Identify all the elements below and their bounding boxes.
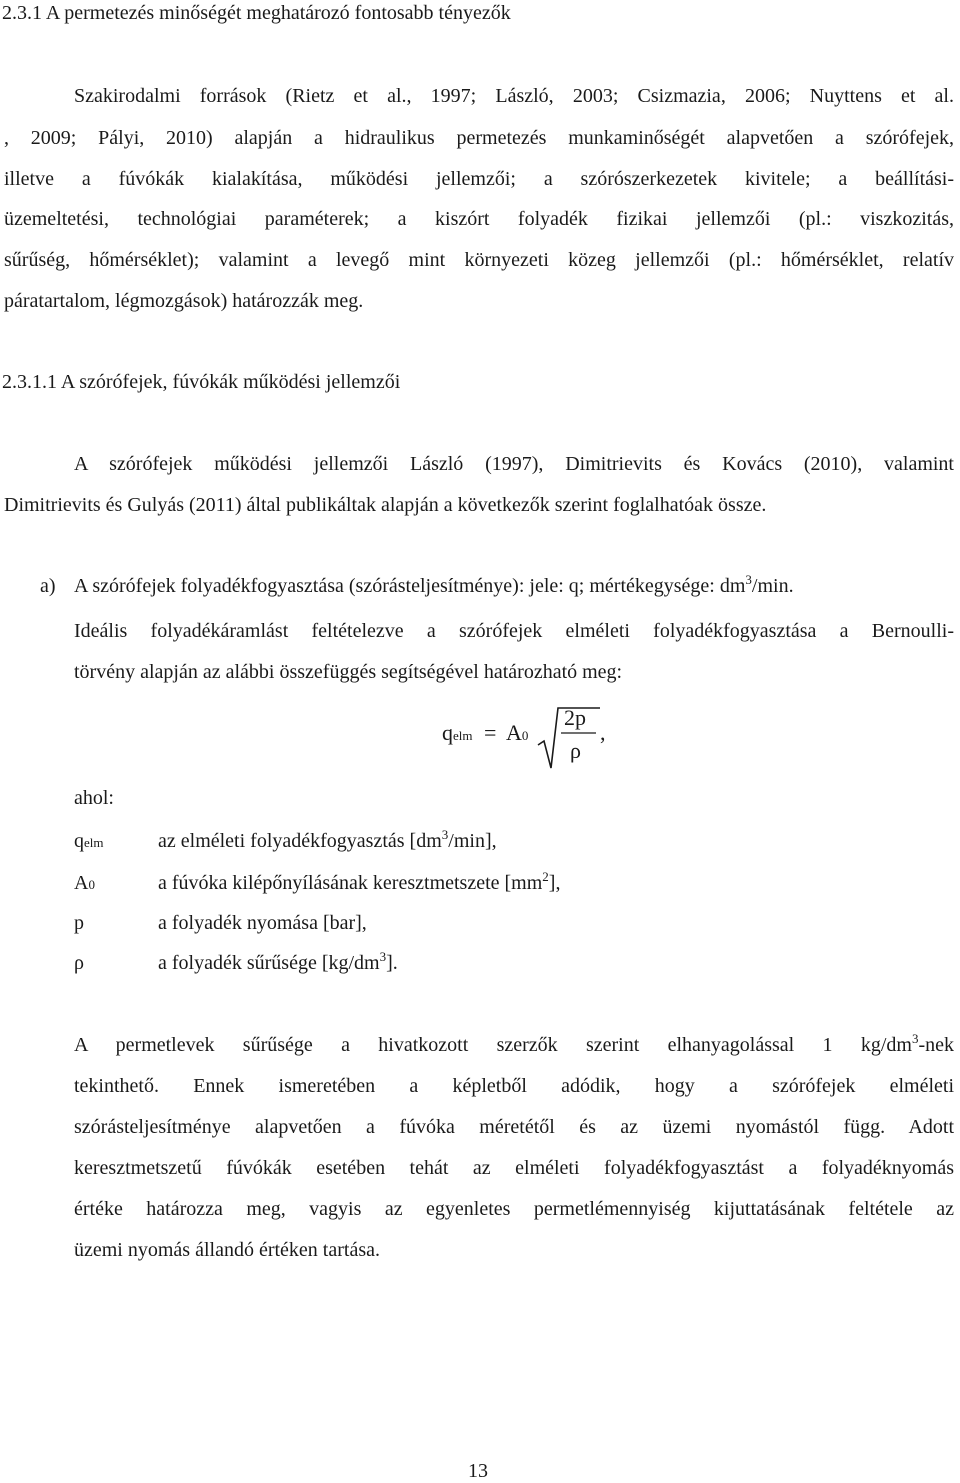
- definition-text: a fúvóka kilépőnyílásának keresztmetszete $[mm^2]$,: [158, 869, 561, 894]
- paragraph-line: üzemi nyomás állandó értéken tartása.: [74, 1239, 380, 1261]
- paragraph-line: A permetlevek sűrűsége a hivatkozott szerzők szerint elhanyagolással 1 $kg/dm^3$-nek: [74, 1031, 954, 1056]
- superscript: 3: [745, 572, 752, 587]
- bernoulli-formula: [440, 700, 620, 790]
- item-a-line-2: Ideális folyadékáramlást feltételezve a szórófejek elméleti folyadékfogyasztása a Bernoulli-: [74, 620, 954, 642]
- formula-lhs: qelm: [442, 720, 473, 745]
- definition-symbol: p: [74, 912, 84, 934]
- paragraph-line: szórásteljesítménye alapvetően a fúvóka méretétől és az üzemi nyomástól függ. Adott: [74, 1116, 954, 1138]
- paragraph-line: , 2009; Pályi, 2010) alapján a hidraulikus permetezés munkaminőségét alapvetően a szórófejek,: [4, 127, 954, 149]
- definition-text: a folyadék nyomása [bar],: [158, 912, 367, 934]
- item-a-line-1: [74, 572, 794, 598]
- item-a-text: A szórófejek folyadékfogyasztása (szórásteljesítménye): jele: q; mértékegysége: dm: [74, 575, 746, 597]
- item-a-line-3: törvény alapján az alábbi összefüggés segítségével határozható meg:: [74, 661, 623, 683]
- where-label: ahol:: [74, 787, 114, 809]
- paragraph-line: illetve a fúvókák kialakítása, működési jellemzői; a szórószerkezetek kivitele; a beállítási-: [4, 168, 954, 190]
- paragraph-line: Dimitrievits és Gulyás (2011) által publikáltak alapján a következők szerint foglalhatóak össze.: [4, 494, 767, 516]
- definition-text: a folyadék sűrűsége $[kg/dm^3]$.: [158, 949, 398, 974]
- definition-symbol: ρ: [74, 952, 84, 974]
- definition-symbol: qelm: [74, 830, 104, 852]
- page-number: 13: [468, 1460, 488, 1482]
- paragraph-line: Szakirodalmi források (Rietz et al., 1997; László, 2003; Csizmazia, 2006; Nuyttens et al.: [74, 85, 954, 107]
- paragraph-line: tekinthető. Ennek ismeretében a képletből adódik, hogy a szórófejek elméleti: [74, 1075, 954, 1097]
- item-a-text: /min.: [751, 575, 794, 597]
- formula-denominator: ρ: [570, 738, 581, 763]
- subsection-heading: 2.3.1.1 A szórófejek, fúvókák működési jellemzői: [2, 371, 401, 393]
- paragraph-line: sűrűség, hőmérséklet); valamint a levegő mint környezeti közeg jellemzői (pl.: hőmérséklet, relatív: [4, 249, 954, 271]
- formula-equals: =: [484, 720, 497, 745]
- formula-trailing: ,: [600, 720, 606, 745]
- paragraph-line: keresztmetszetű fúvókák esetében tehát az elméleti folyadékfogyasztást a folyadéknyomás: [74, 1157, 954, 1179]
- paragraph-line: üzemeltetési, technológiai paraméterek; a kiszórt folyadék fizikai jellemzői (pl.: viszkozitás,: [4, 208, 954, 230]
- paragraph-line: értéke határozza meg, vagyis az egyenletes permetlémennyiség kijuttatásának feltétele az: [74, 1198, 954, 1220]
- definition-text: az elméleti folyadékfogyasztás $[dm^3/\min]$,: [158, 827, 497, 852]
- paragraph-line: A szórófejek működési jellemzői László (1997), Dimitrievits és Kovács (2010), valamint: [74, 453, 954, 475]
- section-heading: 2.3.1 A permetezés minőségét meghatározó fontosabb tényezők: [2, 2, 511, 24]
- list-marker: a): [40, 575, 56, 597]
- paragraph-line: páratartalom, légmozgások) határozzák meg.: [4, 290, 364, 312]
- definition-symbol: A0: [74, 872, 95, 894]
- formula-numerator: 2p: [564, 705, 586, 730]
- formula-coef: A0: [506, 720, 529, 745]
